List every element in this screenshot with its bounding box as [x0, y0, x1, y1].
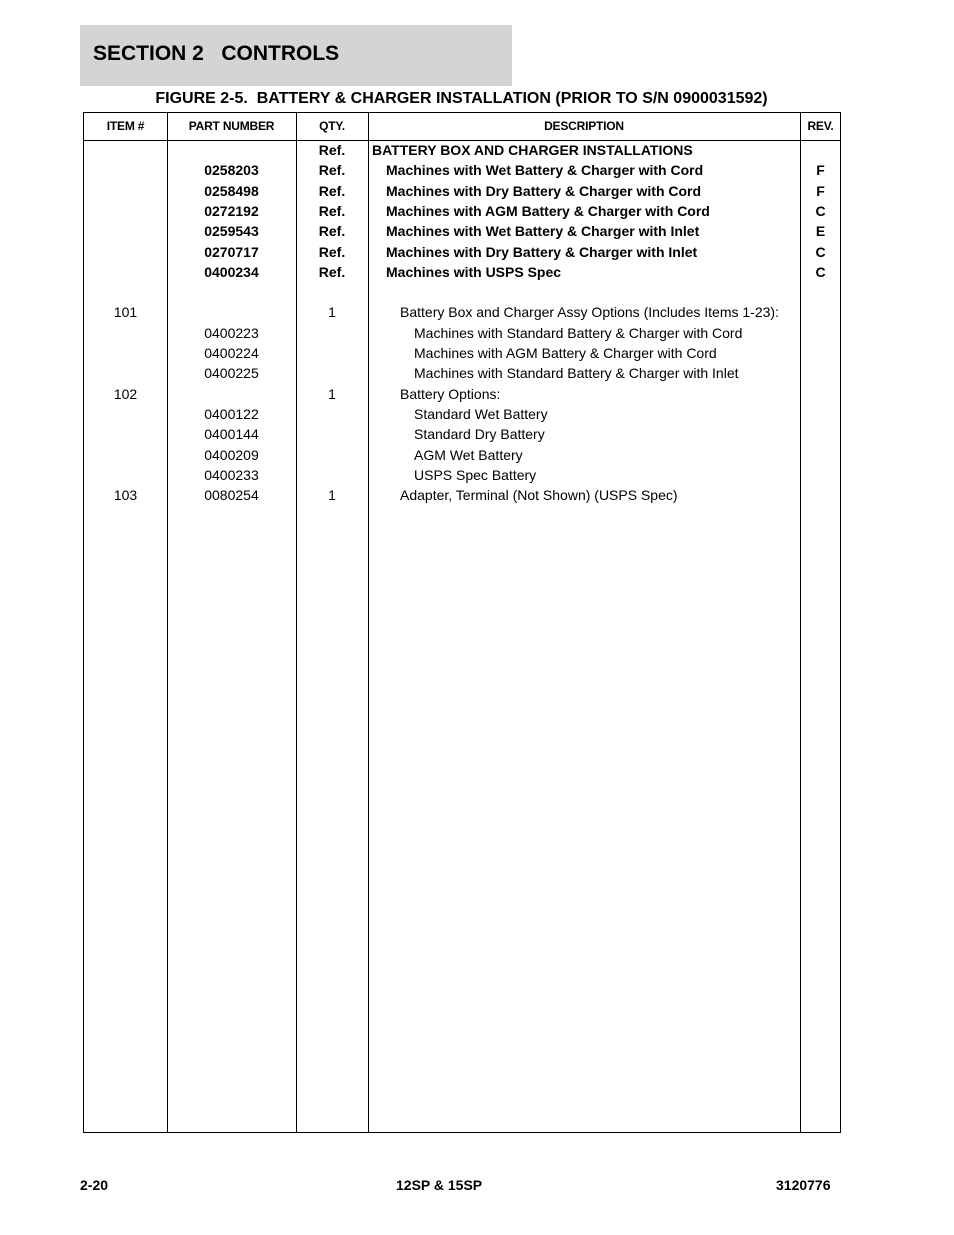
figure-title: FIGURE 2-5. BATTERY & CHARGER INSTALLATION (PRIOR TO S/N 0900031592)	[155, 90, 768, 107]
table-row	[84, 323, 840, 343]
description: Machines with Wet Battery & Charger with Inlet	[386, 223, 700, 240]
header-part-number: PART NUMBER	[188, 119, 275, 133]
description: Machines with Standard Battery & Charger with Inlet	[414, 365, 739, 382]
table-row	[84, 404, 840, 424]
table-row	[84, 160, 840, 180]
item-number: 103	[113, 487, 138, 504]
table-row	[84, 343, 840, 363]
quantity: Ref.	[318, 223, 346, 240]
table-row	[84, 363, 840, 383]
description: Machines with Dry Battery & Charger with Cord	[386, 182, 702, 199]
revision: F	[816, 162, 825, 179]
part-number: 0400225	[204, 365, 259, 382]
description: Battery Options:	[400, 385, 501, 402]
quantity: Ref.	[318, 263, 346, 280]
part-number: 0080254	[204, 487, 259, 504]
header-description: DESCRIPTION	[544, 119, 624, 133]
parts-table	[83, 112, 841, 1133]
revision: C	[815, 263, 826, 280]
section-header	[80, 25, 512, 86]
document-number: 3120776	[776, 1177, 831, 1193]
quantity: Ref.	[318, 142, 346, 158]
part-number: 0400224	[204, 345, 259, 361]
table-row	[84, 282, 840, 302]
table-row	[84, 465, 840, 485]
revision: C	[815, 243, 826, 260]
table-row	[84, 201, 840, 221]
description: Machines with AGM Battery & Charger with Cord	[386, 202, 710, 219]
part-number: 0400209	[204, 446, 259, 463]
description: Standard Dry Battery	[414, 426, 545, 443]
table-row	[84, 302, 840, 322]
part-number: 0400234	[204, 263, 259, 280]
item-number: 102	[113, 385, 138, 402]
description: Machines with Standard Battery & Charger with Cord	[414, 324, 743, 341]
revision: F	[816, 182, 825, 199]
part-number: 0400144	[204, 426, 259, 443]
part-number: 0400223	[204, 324, 259, 341]
description: Battery Box and Charger Assy Options (Includes Items 1-23):	[400, 304, 779, 321]
revision: E	[815, 223, 826, 240]
section-title: SECTION 2 CONTROLS	[93, 42, 340, 65]
table-row	[84, 424, 840, 444]
description: USPS Spec Battery	[414, 466, 537, 483]
header-rev: REV.	[807, 119, 834, 133]
description: BATTERY BOX AND CHARGER INSTALLATIONS	[372, 142, 693, 158]
description: Machines with Wet Battery & Charger with Cord	[386, 162, 704, 179]
part-number: 0270717	[204, 243, 259, 260]
table-row	[84, 262, 840, 282]
part-number: 0259543	[204, 223, 259, 240]
description: Machines with USPS Spec	[386, 263, 562, 280]
revision: C	[815, 202, 826, 219]
description: AGM Wet Battery	[414, 446, 523, 463]
part-number: 0272192	[204, 202, 259, 219]
description: Standard Wet Battery	[414, 405, 548, 422]
quantity: 1	[328, 304, 336, 321]
model-name: 12SP & 15SP	[396, 1177, 483, 1193]
part-number: 0400233	[204, 466, 259, 483]
item-number: 101	[113, 304, 138, 321]
table-row	[84, 445, 840, 465]
quantity: 1	[328, 385, 336, 402]
part-number: 0400122	[204, 405, 259, 422]
quantity: Ref.	[318, 243, 346, 260]
quantity: 1	[328, 487, 336, 504]
quantity: Ref.	[318, 182, 346, 199]
header-qty: QTY.	[319, 119, 345, 133]
table-row	[84, 485, 840, 505]
part-number: 0258203	[204, 162, 259, 179]
description: Machines with AGM Battery & Charger with Cord	[414, 345, 717, 361]
table-row	[84, 181, 840, 201]
table-row	[84, 140, 840, 160]
quantity: Ref.	[318, 162, 346, 179]
quantity: Ref.	[318, 202, 346, 219]
table-row	[84, 384, 840, 404]
part-number: 0258498	[204, 182, 259, 199]
page-number: 2-20	[80, 1177, 109, 1193]
table-row	[84, 221, 840, 241]
table-row	[84, 242, 840, 262]
description: Machines with Dry Battery & Charger with Inlet	[386, 243, 698, 260]
header-item: ITEM #	[106, 119, 145, 133]
description: Adapter, Terminal (Not Shown) (USPS Spec)	[400, 487, 678, 504]
